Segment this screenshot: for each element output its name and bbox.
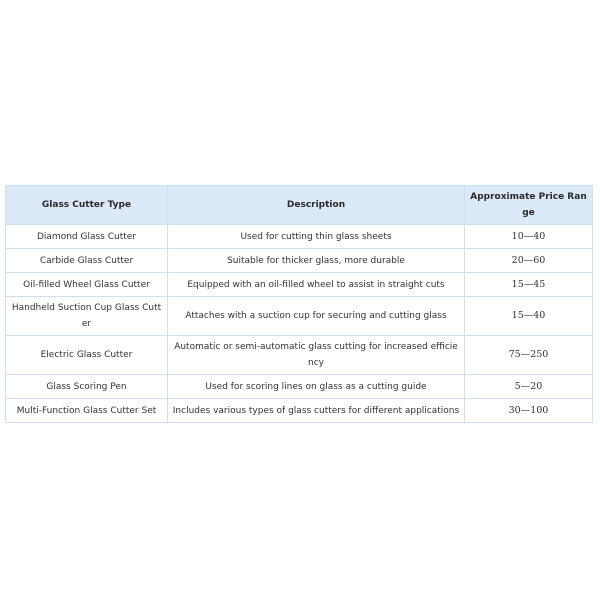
cell-cutter-type: Diamond Glass Cutter bbox=[6, 225, 168, 249]
cell-price-range: 20—60 bbox=[465, 249, 593, 273]
table-row bbox=[6, 375, 593, 399]
cell-description: Equipped with an oil-filled wheel to assist in straight cuts bbox=[168, 273, 465, 297]
table-row bbox=[6, 225, 593, 249]
table-row bbox=[6, 336, 593, 375]
cell-description: Attaches with a suction cup for securing and cutting glass bbox=[168, 297, 465, 336]
cell-cutter-type: Handheld Suction Cup Glass Cutter bbox=[6, 297, 168, 336]
glass-cutter-table bbox=[5, 185, 593, 423]
cell-cutter-type: Multi-Function Glass Cutter Set bbox=[6, 399, 168, 423]
cell-description: Suitable for thicker glass, more durable bbox=[168, 249, 465, 273]
cell-price-range: 15—40 bbox=[465, 297, 593, 336]
cell-price-range: 30—100 bbox=[465, 399, 593, 423]
cell-price-range: 75—250 bbox=[465, 336, 593, 375]
cell-cutter-type: Carbide Glass Cutter bbox=[6, 249, 168, 273]
table-row bbox=[6, 273, 593, 297]
table-row bbox=[6, 297, 593, 336]
header-cutter-type: Glass Cutter Type bbox=[6, 186, 168, 225]
header-description: Description bbox=[168, 186, 465, 225]
cell-cutter-type: Oil-filled Wheel Glass Cutter bbox=[6, 273, 168, 297]
cell-description: Used for cutting thin glass sheets bbox=[168, 225, 465, 249]
cell-price-range: 5—20 bbox=[465, 375, 593, 399]
cell-cutter-type: Glass Scoring Pen bbox=[6, 375, 168, 399]
cell-description: Includes various types of glass cutters for different applications bbox=[168, 399, 465, 423]
cell-cutter-type: Electric Glass Cutter bbox=[6, 336, 168, 375]
table-header-row bbox=[6, 186, 593, 225]
table-row bbox=[6, 249, 593, 273]
glass-cutter-table-container bbox=[5, 185, 592, 423]
cell-price-range: 15—45 bbox=[465, 273, 593, 297]
header-price-range: Approximate Price Range bbox=[465, 186, 593, 225]
cell-description: Automatic or semi-automatic glass cutting for increased efficiency bbox=[168, 336, 465, 375]
table-row bbox=[6, 399, 593, 423]
cell-description: Used for scoring lines on glass as a cutting guide bbox=[168, 375, 465, 399]
cell-price-range: 10—40 bbox=[465, 225, 593, 249]
